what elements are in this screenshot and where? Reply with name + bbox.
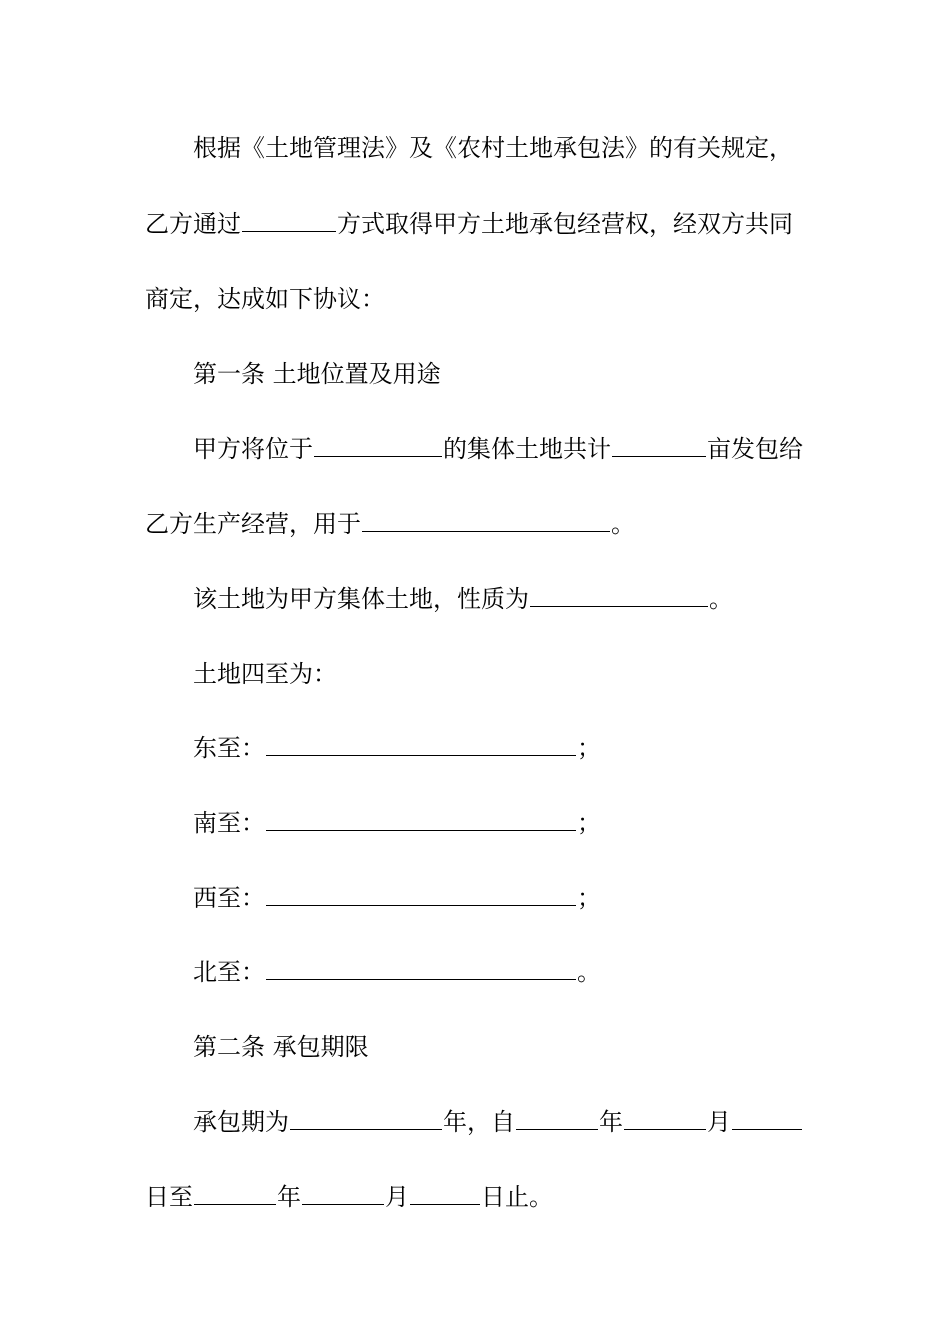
blank-end-year [194, 1182, 276, 1205]
heading-text: 第一条 土地位置及用途 [193, 360, 441, 388]
boundary-west [193, 882, 858, 914]
blank-end-month [302, 1182, 384, 1205]
text: 亩发包给 [707, 435, 803, 463]
blank-boundary-west [266, 883, 576, 906]
text: 。 [709, 585, 733, 613]
text: 。 [577, 958, 601, 986]
text: 乙方生产经营，用于 [145, 510, 361, 538]
land-nature-line [193, 583, 858, 615]
blank-land-nature [530, 584, 708, 607]
text: 方式取得甲方土地承包经营权，经双方共同 [337, 210, 793, 238]
blank-boundary-north [266, 957, 576, 980]
text: 年 [277, 1183, 301, 1211]
article-1-heading [193, 358, 858, 390]
blank-start-day [732, 1107, 802, 1130]
text: 日至 [145, 1183, 193, 1211]
blank-area-mu [612, 434, 706, 457]
text: 商定，达成如下协议： [145, 285, 385, 313]
text: ； [577, 884, 601, 912]
blank-location [314, 434, 442, 457]
land-location-line [193, 433, 858, 465]
text: 的集体土地共计 [443, 435, 611, 463]
text: 年 [599, 1108, 623, 1136]
text: 承包期为 [193, 1108, 289, 1136]
text: 北至： [193, 958, 265, 986]
text: 甲方将位于 [193, 435, 313, 463]
blank-start-year [516, 1107, 598, 1130]
text: 西至： [193, 884, 265, 912]
boundary-north [193, 956, 858, 988]
heading-text: 第二条 承包期限 [193, 1033, 369, 1061]
boundaries-intro [193, 658, 858, 690]
text: 乙方通过 [145, 210, 241, 238]
text: 东至： [193, 734, 265, 762]
blank-start-month [624, 1107, 706, 1130]
boundary-south [193, 807, 858, 839]
text: 日止。 [481, 1183, 553, 1211]
paragraph-intro-line-2 [145, 208, 810, 240]
boundary-east [193, 732, 858, 764]
term-line-2 [145, 1181, 810, 1213]
text: 南至： [193, 809, 265, 837]
text: 月 [707, 1108, 731, 1136]
land-usage-line [145, 508, 810, 540]
term-line-1 [193, 1106, 858, 1138]
blank-end-day [410, 1182, 480, 1205]
article-2-heading [193, 1031, 858, 1063]
text: 月 [385, 1183, 409, 1211]
blank-boundary-south [266, 808, 576, 831]
paragraph-intro-line-1 [193, 132, 858, 164]
blank-contract-method [242, 209, 336, 232]
blank-boundary-east [266, 733, 576, 756]
text: 。 [611, 510, 635, 538]
text: 该土地为甲方集体土地，性质为 [193, 585, 529, 613]
paragraph-intro-line-3 [145, 283, 810, 315]
text: ； [577, 809, 601, 837]
text: 年，自 [443, 1108, 515, 1136]
text: 根据《土地管理法》及《农村土地承包法》的有关规定， [193, 134, 793, 162]
blank-usage [362, 509, 610, 532]
text: ； [577, 734, 601, 762]
blank-term-years [290, 1107, 442, 1130]
text: 土地四至为： [193, 660, 337, 688]
